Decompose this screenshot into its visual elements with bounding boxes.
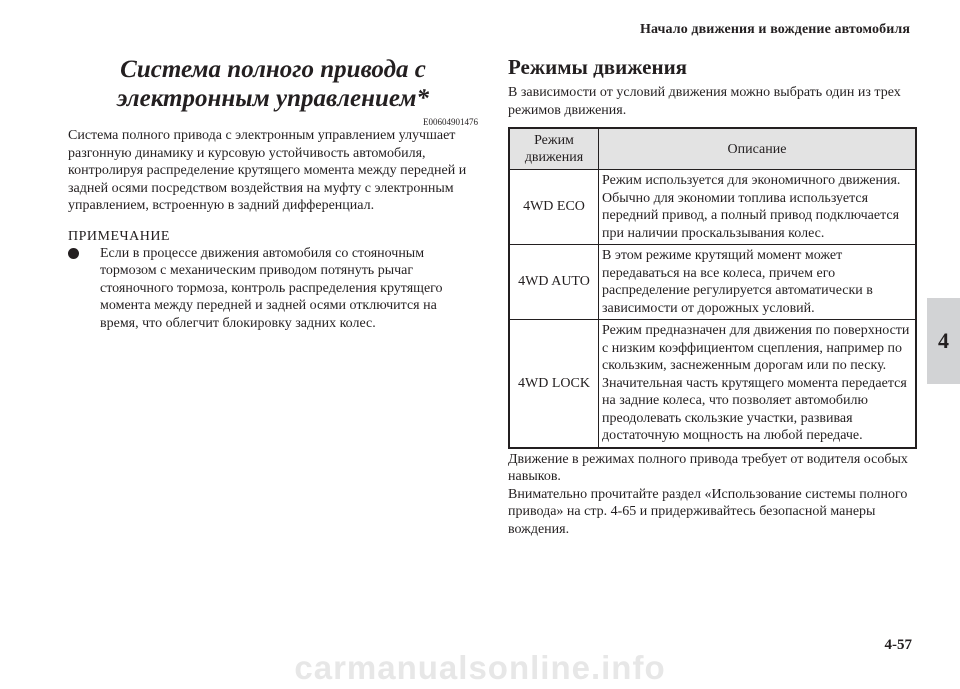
table-row (509, 245, 916, 320)
chapter-tab[interactable] (927, 298, 960, 384)
document-code: E00604901476 (423, 117, 478, 127)
header-mode: Режим движения (509, 128, 599, 170)
mode-cell: 4WD ECO (509, 170, 599, 245)
table-header-row (509, 128, 916, 170)
section-title-modes: Режимы движения (508, 55, 688, 79)
chapter-number: 4 (938, 328, 949, 353)
header-description: Описание (599, 128, 917, 170)
reference-note: Внимательно прочитайте раздел «Использование системы полного привода» на стр. 4-65 и придерживайтесь безопасной манеры вождения. (508, 486, 908, 537)
note-heading: ПРИМЕЧАНИЕ (68, 228, 170, 244)
awd-intro-text: Система полного привода с электронным управлением улучшает разгонную динамику и курсовую устойчивость автомобиля, контролируя распределение крутящего момента между передней и задней осями посредством воздействия на муфту с электронным управлением, встроенную в задний дифференциал. (68, 128, 467, 213)
mode-cell: 4WD AUTO (509, 245, 599, 320)
mode-cell: 4WD LOCK (509, 320, 599, 448)
modes-table (508, 127, 917, 449)
note-item (68, 245, 478, 333)
table-row (509, 170, 916, 245)
watermark: carmanualsonline.info (294, 649, 666, 686)
running-header: Начало движения и вождение автомобиля (640, 22, 910, 37)
bullet-icon (68, 248, 79, 259)
left-column (68, 55, 478, 332)
modes-intro-text: В зависимости от условий движения можно выбрать один из трех режимов движения. (508, 85, 901, 118)
right-column (508, 55, 918, 538)
description-cell: В этом режиме крутящий момент может передаваться на все колеса, причем его распределение регулируется автоматически в зависимости от дорожных условий. (599, 245, 917, 320)
table-row (509, 320, 916, 448)
note-text: Если в процессе движения автомобиля со стояночным тормозом с механическим приводом потянуть рычаг стояночного тормоза, контроль распределения крутящего момента между передней и задней осями отключится на время, что облегчит блокировку задних колес. (100, 245, 443, 331)
page-number: 4-57 (884, 637, 912, 653)
section-title-awd: Система полного привода с электронным управлением* (117, 56, 429, 112)
description-cell: Режим используется для экономичного движения. Обычно для экономии топлива используется передний привод, а полный привод подключается при наличии проскальзывания колес. (599, 170, 917, 245)
skills-note: Движение в режимах полного привода требует от водителя особых навыков. (508, 451, 908, 484)
description-cell: Режим предназначен для движения по поверхности с низким коэффициентом сцепления, например по скользким, заснеженным дорогам или по песку. Значительная часть крутящего момента передается на задние колеса, что позволяет автомобилю преодолевать скользкие участки, развивая достаточную мощность на любой передаче. (599, 320, 917, 448)
